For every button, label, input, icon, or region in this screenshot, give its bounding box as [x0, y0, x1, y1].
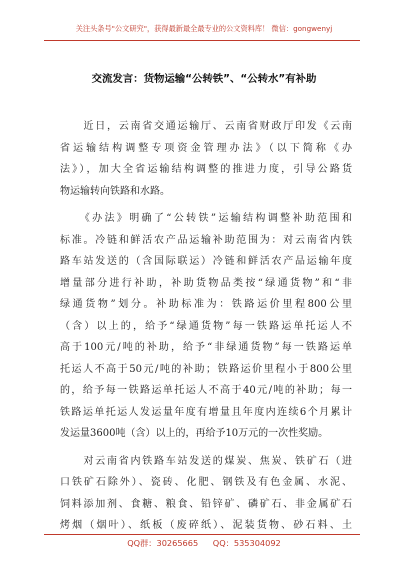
text-line: 高于100元/吨的补助，给予“非绿通货物”每一铁路运单 [60, 342, 352, 353]
header-divider [44, 40, 360, 41]
text-line: 绿通货物”划分。补助标准为：铁路运价里程800公里 [60, 299, 352, 310]
footer-qq-group: QQ群：30265665 [127, 538, 199, 548]
text-line: 饲料添加剂、食糖、粮食、铅锌矿、磷矿石、非金属矿石 [60, 498, 352, 510]
document-title: 交流发言：货物运输“公转铁”、“公转水”有补助 [91, 73, 317, 85]
paragraph-1 [60, 116, 352, 202]
text-line: 法》），加大全省运输结构调整的推进力度，引导公路货 [60, 164, 352, 175]
text-line: 近日，云南省交通运输厅、云南省财政厅印发《云南 [60, 121, 352, 132]
text-line: 《办法》明确了“公转铁”运输结构调整补助范围和 [60, 213, 352, 224]
text-line: 烤烟（烟叶）、纸板（废碎纸）、泥装货物、砂石料、土 [60, 520, 352, 531]
text-line: 对云南省内铁路车站发送的煤炭、焦炭、铁矿石（进 [60, 455, 352, 467]
paragraph-2 [60, 208, 352, 445]
text-line: 铁路运单托运人发运量年度有增量且年度内连续6个月累计 [60, 406, 352, 418]
footer [0, 538, 408, 549]
text-line: （含）以上的，给予“绿通货物”每一铁路运单托运人不 [60, 320, 352, 332]
footer-qq: QQ：535304092 [212, 538, 281, 548]
text-line: 路车站发送的（含国际联运）冷链和鲜活农产品运输年度 [60, 256, 352, 267]
text-line: 物运输转向铁路和水路。 [60, 185, 170, 197]
footer-divider [44, 534, 360, 535]
text-line: 托运人不高于50元/吨的补助；铁路运价里程小于800公里 [60, 363, 352, 375]
text-line: 口铁矿石除外）、瓷砖、化肥、钢铁及有色金属、水泥、 [60, 477, 352, 488]
text-line: 发运量3600吨（含）以上的，再给予10万元的一次性奖励。 [60, 428, 329, 439]
header-banner: 关注头条号"公文研究"，获得最新最全最专业的公文资料库！ 微信：gongwenyj [75, 24, 333, 33]
text-line: 增量部分进行补助，补助货物品类按“绿通货物”和“非 [60, 277, 352, 289]
text-line: 省运输结构调整专项资金管理办法》（以下简称《办 [60, 142, 352, 154]
text-line: 的，给予每一铁路运单托运人不高于40元/吨的补助；每一 [60, 385, 352, 396]
document-body [60, 116, 352, 543]
paragraph-3 [60, 451, 352, 537]
text-line: 标准。冷链和鲜活农产品运输补助范围为：对云南省内铁 [60, 234, 352, 246]
